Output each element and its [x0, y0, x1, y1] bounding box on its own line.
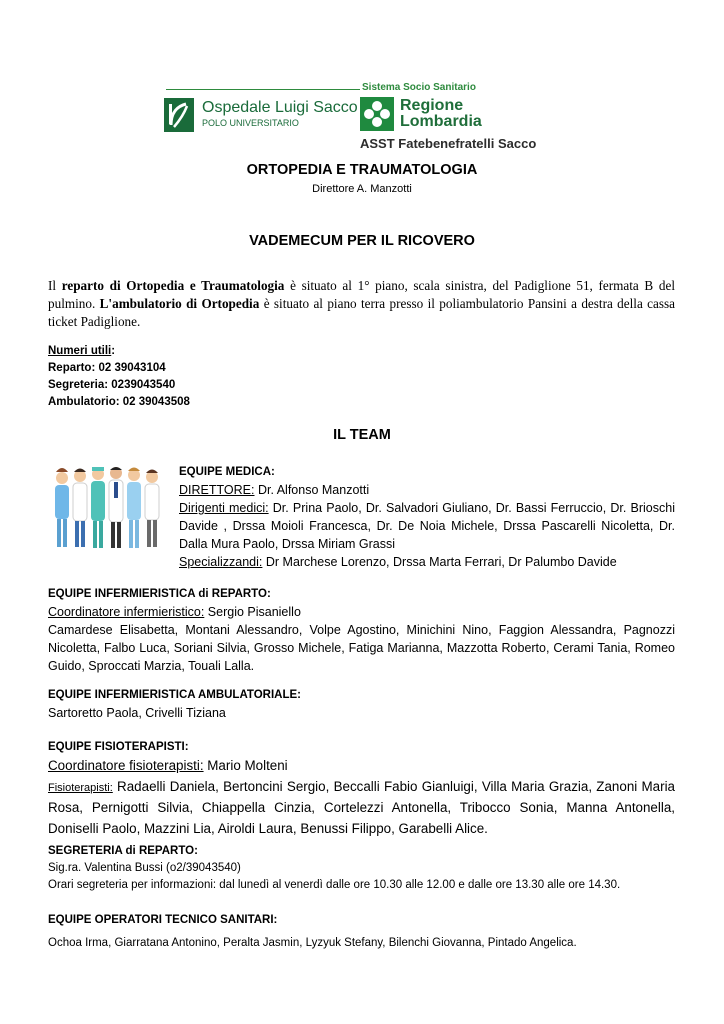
inf-amb-label: EQUIPE INFERMIERISTICA AMBULATORIALE: — [48, 689, 301, 701]
segreteria-name: Sig.ra. Valentina Bussi (o2/39043540) — [48, 862, 241, 874]
regione-lombardia-flower-icon — [360, 97, 394, 131]
header-divider — [166, 89, 360, 90]
asst-name: ASST Fatebenefratelli Sacco — [360, 136, 537, 151]
ots-members: Ochoa Irma, Giarratana Antonino, Peralta Jasmin, Lyzyuk Stefany, Bilenchi Giovanna, Pintado Angelica. — [48, 937, 577, 949]
regione-lombardia-name — [400, 98, 482, 130]
sacco-emblem-icon — [164, 98, 194, 132]
ambulatorio-highlight: L'ambulatorio di Ortopedia — [99, 296, 260, 311]
ots-label: EQUIPE OPERATORI TECNICO SANITARI: — [48, 914, 278, 926]
director-row: DIRETTORE: Dr. Alfonso Manzotti — [179, 483, 370, 497]
vademecum-title: VADEMECUM PER IL RICOVERO — [249, 233, 475, 249]
numbers-label: Numeri utili — [48, 345, 112, 357]
inf-coordinator-row: Coordinatore infermieristico: Sergio Pisaniello — [48, 605, 301, 619]
inf-reparto-label: EQUIPE INFERMIERISTICA di REPARTO: — [48, 588, 271, 600]
medical-team-illustration — [50, 462, 168, 554]
segreteria-reparto — [48, 843, 675, 894]
inf-amb-members: Sartoretto Paola, Crivelli Tiziana — [48, 706, 226, 720]
department-title: ORTOPEDIA E TRAUMATOLOGIA — [246, 162, 478, 178]
director-line: Direttore A. Manzotti — [312, 183, 412, 195]
reparto-number: Reparto: 02 39043104 — [48, 362, 166, 374]
segreteria-hours: Orari segreteria per informazioni: dal lunedì al venerdì dalle ore 10.30 alle 12.00 e dalle ore 13.30 alle ore 14.30. — [48, 879, 621, 891]
team-title: IL TEAM — [333, 427, 391, 443]
equipe-operatori-tecnico-sanitari — [48, 911, 675, 952]
dirigenti-row: Dirigenti medici: Dr. Prina Paolo, Dr. Salvadori Giuliano, Dr. Bassi Ferruccio, Dr. Brioschi Davide , Drssa Moioli Francesca, Dr. De Noia Michele, Drssa Pascarelli Nicoletta, Dr. Dalla Mura Paolo, Drssa Miriam Grassi — [179, 501, 675, 551]
regione-line2: Lombardia — [400, 113, 482, 130]
equipe-infermieristica-ambulatoriale — [48, 686, 675, 722]
segreteria-number: Segreteria: 0239043540 — [48, 379, 176, 391]
regione-line1: Regione — [400, 97, 464, 114]
sistema-socio-sanitario-label: Sistema Socio Sanitario — [362, 82, 476, 93]
inf-reparto-members: Camardese Elisabetta, Montani Alessandro, Volpe Agostino, Minichini Nino, Faggion Alessandra, Pagnozzi Nicoletta, Falbo Luca, Soriani Silvia, Grosso Michele, Fatiga Marianna, Mazzotta Roberto, Cerami Tania, Romeo Guido, Sproccati Marzia, Touali Lalla. — [48, 623, 675, 673]
specializzandi-row: Specializzandi: Dr Marchese Lorenzo, Drssa Marta Ferrari, Dr Palumbo Davide — [179, 555, 617, 569]
equipe-fisioterapisti — [48, 738, 675, 839]
useful-numbers: Numeri utili: Reparto: 02 39043104 Segreteria: 0239043540 Ambulatorio: 02 39043508 — [48, 343, 190, 411]
sacco-name: Ospedale Luigi Sacco — [202, 99, 358, 116]
segreteria-label: SEGRETERIA di REPARTO: — [48, 845, 198, 857]
fisio-label: EQUIPE FISIOTERAPISTI: — [48, 741, 189, 753]
fisio-members: Fisioterapisti: Radaelli Daniela, Bertoncini Sergio, Beccalli Fabio Gianluigi, Villa Maria Grazia, Zanoni Maria Rosa, Pernigotti Silvia, Chiappella Cinzia, Cortelezzi Antonella, Tribocco Sonia, Manna Antonella, Doniselli Paolo, Mazzini Lia, Airoldi Laura, Benussi Filippo, Garabelli Alice. — [48, 778, 675, 836]
intro-paragraph: Il reparto di Ortopedia e Traumatologia è situato al 1° piano, scala sinistra, del Padiglione 51, fermata B del pulmino. L'ambulatorio di Ortopedia è situato al piano terra presso il poliambulatorio Pansini a destra della cassa ticket Padiglione. — [48, 278, 676, 329]
sacco-logo — [164, 98, 358, 132]
equipe-medica-label: EQUIPE MEDICA: — [179, 466, 275, 478]
fisio-coordinator-row: Coordinatore fisioterapisti: Mario Molteni — [48, 758, 288, 773]
equipe-medica — [179, 463, 675, 571]
reparto-highlight: reparto di Ortopedia e Traumatologia — [61, 278, 285, 293]
ambulatorio-number: Ambulatorio: 02 39043508 — [48, 396, 190, 408]
equipe-infermieristica-reparto — [48, 585, 675, 675]
sacco-subtitle: POLO UNIVERSITARIO — [202, 118, 299, 128]
